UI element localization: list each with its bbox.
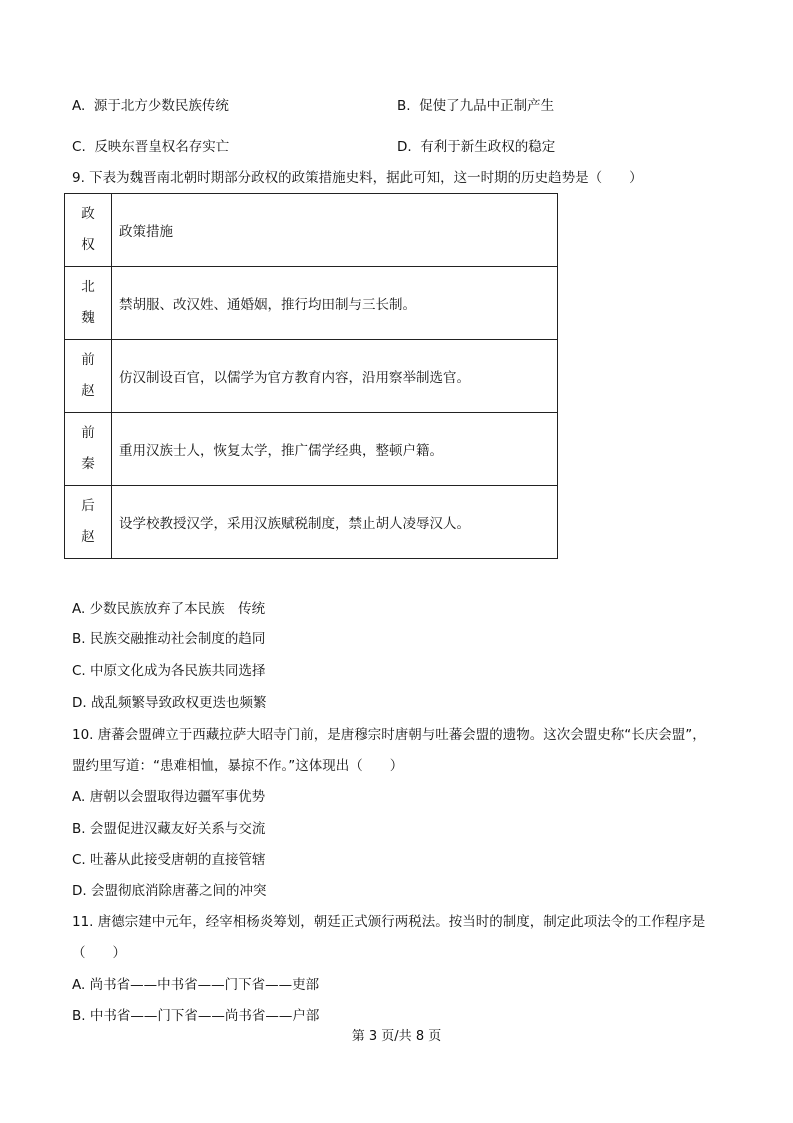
q10-option-c: C. 吐蕃从此接受唐朝的直接管辖	[72, 852, 266, 868]
option-key: C	[72, 139, 82, 155]
table-cell-policy: 禁胡服、改汉姓、通婚姻，推行均田制与三长制。	[112, 267, 558, 340]
q10-stem-line2: 盟约里写道：“患难相恤，暴掠不作。”这体现出（ ）	[72, 758, 404, 774]
option-text: 有利于新生政权的稳定	[420, 139, 556, 155]
table-header-row	[65, 194, 558, 267]
q8-option-a: A. 源于北方少数民族传统	[72, 98, 229, 114]
q10-option-d: D. 会盟彻底消除唐蕃之间的冲突	[72, 883, 267, 899]
table-row	[65, 267, 558, 340]
table-cell-policy: 设学校教授汉学，采用汉族赋税制度，禁止胡人凌辱汉人。	[112, 486, 558, 559]
table-row	[65, 340, 558, 413]
q8-option-c: C. 反映东晋皇权名存实亡	[72, 139, 230, 155]
table-header-policy: 政策措施	[112, 194, 558, 267]
q8-option-b: B. 促使了九品中正制产生	[397, 98, 555, 114]
q11-option-b: B. 中书省——门下省——尚书省——户部	[72, 1008, 320, 1024]
option-text: 反映东晋皇权名存实亡	[94, 139, 230, 155]
q10-option-a: A. 唐朝以会盟取得边疆军事优势	[72, 789, 266, 805]
option-text: 源于北方少数民族传统	[93, 98, 229, 114]
q11-stem-line1: 11. 唐德宗建中元年，经宰相杨炎筹划，朝廷正式颁行两税法。按当时的制度，制定此项法令的工作程序是	[72, 914, 706, 930]
q11-option-a: A. 尚书省——中书省——门下省——吏部	[72, 977, 320, 993]
q9-option-c: C. 中原文化成为各民族共同选择	[72, 663, 266, 679]
q9-option-d: D. 战乱频繁导致政权更迭也频繁	[72, 695, 267, 711]
option-key: A	[72, 98, 81, 114]
table-cell-policy: 仿汉制设百官，以儒学为官方教育内容，沿用察举制选官。	[112, 340, 558, 413]
option-key: B	[397, 98, 407, 114]
table-cell-policy: 重用汉族士人，恢复太学，推广儒学经典，整顿户籍。	[112, 413, 558, 486]
table-cell-region: 北 魏	[65, 267, 112, 340]
table-header-region: 政 权	[65, 194, 112, 267]
q8-option-d: D. 有利于新生政权的稳定	[397, 139, 556, 155]
table-cell-region: 前 秦	[65, 413, 112, 486]
table-cell-region: 后 赵	[65, 486, 112, 559]
table-row	[65, 486, 558, 559]
page-number-footer: 第 3 页/共 8 页	[351, 1029, 442, 1044]
option-text: 促使了九品中正制产生	[419, 98, 555, 114]
table-cell-region: 前 赵	[65, 340, 112, 413]
option-key: D	[397, 139, 408, 155]
q11-stem-line2: （ ）	[72, 945, 126, 961]
q9-stem: 9. 下表为魏晋南北朝时期部分政权的政策措施史料，据此可知，这一时期的历史趋势是（ ）	[72, 170, 643, 186]
q10-option-b: B. 会盟促进汉藏友好关系与交流	[72, 821, 266, 837]
q9-option-b: B. 民族交融推动社会制度的趋同	[72, 631, 266, 647]
policy-table	[64, 193, 558, 559]
q9-option-a: A. 少数民族放弃了本民族 传统	[72, 601, 266, 617]
table-row	[65, 413, 558, 486]
q10-stem-line1: 10. 唐蕃会盟碑立于西藏拉萨大昭寺门前，是唐穆宗时唐朝与吐蕃会盟的遗物。这次会盟史称“长庆会盟”，	[72, 727, 706, 743]
